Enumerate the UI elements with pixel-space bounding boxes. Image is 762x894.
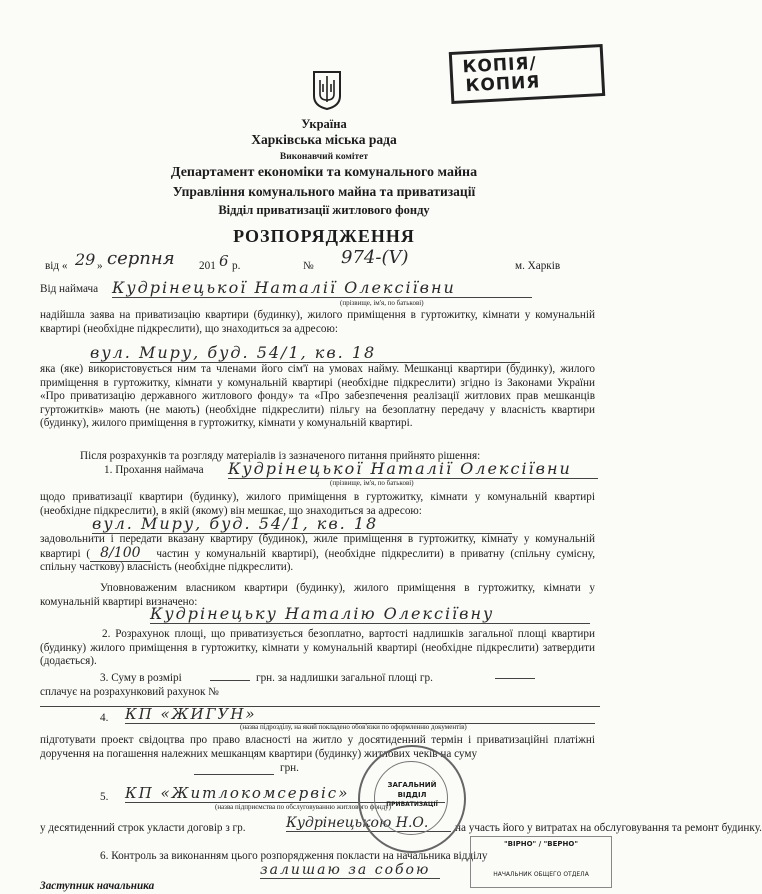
item-3-text-c: сплачує на розрахунковий рахунок № bbox=[40, 686, 219, 698]
paragraph-calculation: 2. Розрахунок площі, що приватизується безоплатно, вартості надлишків загальної площі квартири (будинку) жилого приміщення в гуртожитку, кімнати у комунальній квартирі (необхідне підкреслити) затвердити (додається). bbox=[40, 628, 595, 668]
coat-of-arms-icon bbox=[312, 70, 342, 110]
paragraph-transfer bbox=[40, 533, 595, 575]
address-1: вул. Миру, буд. 54/1, кв. 18 bbox=[90, 343, 520, 363]
item-4-sum-blank bbox=[194, 774, 274, 775]
item-5-text-b: на участь його у витратах на обслуговування та ремонт будинку. bbox=[455, 822, 762, 834]
seal-line-3: ПРИВАТИЗАЦІЇ bbox=[386, 801, 438, 808]
owner-name: Кудрінецьку Наталію Олексіївну bbox=[150, 604, 590, 624]
item-4-label: 4. bbox=[100, 712, 109, 724]
paragraph-privatization: щодо приватизації квартири (будинку), жилого приміщення в гуртожитку, кімнати у комунальній квартирі (необхідне підкреслити), в якій (якому) він мешкає, що знаходиться за адресою: bbox=[40, 491, 595, 517]
copy-stamp bbox=[449, 44, 606, 104]
place: м. Харків bbox=[515, 260, 561, 272]
control-note: залишаю за собою bbox=[260, 862, 440, 879]
executive-committee: Виконавчий комітет bbox=[279, 152, 369, 162]
seal-line-2: ВІДДІЛ bbox=[397, 791, 427, 799]
item-5-label: 5. bbox=[100, 791, 109, 803]
item-5-caption: (назва підприємства по обслуговуванню житлового фонду) bbox=[215, 803, 391, 811]
tenant-name: Кудрінецької Наталії Олексіївни bbox=[112, 278, 532, 298]
paragraph-request: надійшла заява на приватизацію квартири (будинку), жилого приміщення в гуртожитку, кімнати у комунальній квартирі (необхідне підкреслити), що знаходиться за адресою: bbox=[40, 309, 595, 335]
date-line bbox=[45, 247, 605, 277]
item-3-text-a: 3. Суму в розмірі bbox=[100, 672, 182, 684]
seal-line-1: ЗАГАЛЬНИЙ bbox=[387, 781, 437, 789]
item-1-tenant: Кудрінецької Наталії Олексіївни bbox=[228, 459, 598, 479]
date-day: 29 bbox=[75, 250, 96, 269]
tenant-name-caption: (прізвище, ім'я, по батькові) bbox=[340, 299, 424, 307]
department-name: Департамент економіки та комунального майна bbox=[170, 165, 478, 180]
item-5-enterprise: КП «Житлокомсервіс» bbox=[125, 784, 445, 803]
paragraph-owner: Уповноваженим власником квартири (будинку), жилого приміщення в гуртожитку, кімнати у комунальній квартирі визначено: bbox=[40, 582, 595, 608]
verified-stamp-line-1: "ВІРНО" / "ВЕРНО" bbox=[504, 840, 578, 848]
verified-stamp bbox=[470, 836, 612, 888]
verified-stamp-line-2: НАЧАЛЬНИК ОБЩЕГО ОТДЕЛА bbox=[493, 871, 589, 878]
item-3-text-b: грн. за надлишки загальної площі гр. bbox=[256, 672, 433, 684]
item-4-unit: КП «ЖИГУН» bbox=[125, 705, 595, 724]
paragraph-control: 6. Контроль за виконанням цього розпорядження покласти на начальника відділу bbox=[100, 850, 488, 862]
paragraph-decision: Після розрахунків та розгляду матеріалів із зазначеного питання прийнято рішення: bbox=[80, 450, 481, 462]
item-3-sum-blank bbox=[210, 680, 250, 681]
item-4-currency: грн. bbox=[280, 762, 299, 774]
date-prefix: від « bbox=[45, 260, 68, 272]
directorate-name: Управління комунального майна та приватизації bbox=[172, 184, 476, 199]
round-seal bbox=[358, 745, 466, 853]
deputy-head-label: Заступник начальника bbox=[40, 880, 155, 892]
copy-stamp-line-2: КОПИЯ bbox=[465, 72, 541, 97]
share-fraction: 8/100 bbox=[90, 545, 150, 562]
item-1-label: 1. Прохання наймача bbox=[104, 464, 204, 476]
country-name: Україна bbox=[301, 117, 347, 131]
order-number: 974-(V) bbox=[341, 247, 409, 268]
item-5-text-a: у десятиденний строк укласти договір з гр. bbox=[40, 822, 246, 834]
copy-stamp-line-1: КОПІЯ/ bbox=[462, 53, 538, 78]
date-year-prefix: 201 bbox=[199, 260, 216, 272]
from-label: Від наймача bbox=[40, 283, 99, 295]
city-council: Харківська міська рада bbox=[251, 132, 397, 147]
address-2: вул. Миру, буд. 54/1, кв. 18 bbox=[92, 514, 512, 534]
item-5-contract-party: Кудрінецькою Н.О. bbox=[286, 815, 451, 832]
item-4-caption: (назва підрозділу, на який покладено обов'язки по оформленню документів) bbox=[240, 723, 467, 731]
transfer-text-b: частин у комунальній квартирі), (необхідне підкреслити) в приватну (спільну сумісну, спільну часткову) власність (необхідне підкреслити). bbox=[40, 547, 595, 574]
item-1-caption: (прізвище, ім'я, по батькові) bbox=[330, 479, 414, 487]
date-month: серпня bbox=[107, 248, 175, 269]
order-number-label: № bbox=[303, 260, 314, 272]
date-year-suffix: р. bbox=[232, 260, 241, 272]
division-name: Відділ приватизації житлового фонду bbox=[218, 203, 430, 217]
paragraph-certificate: підготувати проект свідоцтва про право власності на житло у досятиденний термін і приватизаційні платіжні доручення на погашення належних мешканцям квартири (будинку) житлових чеків на суму bbox=[40, 734, 595, 760]
date-quote: » bbox=[97, 260, 103, 272]
paragraph-use: яка (яке) використовується ним та членами його сім'ї на умовах найму. Мешканці квартири (будинку), жилого приміщення в гуртожитку, кімнати у комунальній квартирі (необхідне підкреслити) згідно із Законами України «Про приватизацію державного житлового фонду» та «Про забезпечення реалізації житлових прав мешканців гуртожитків» мають (не мають) (необхідне підкреслити) пільгу на безоплатну передачу у власність квартири (будинку), жилого приміщення в гуртожитку, кімнати у комунальній квартирі. bbox=[40, 363, 595, 430]
transfer-text-a: задовольнити і передати вказану квартиру (будинок), жиле приміщення в гуртожитку, кімнату у комунальній квартирі ( bbox=[40, 533, 595, 560]
date-year-digit: 6 bbox=[219, 252, 229, 270]
document-type: РОЗПОРЯДЖЕННЯ bbox=[233, 226, 415, 246]
item-3-name-blank bbox=[495, 678, 535, 679]
